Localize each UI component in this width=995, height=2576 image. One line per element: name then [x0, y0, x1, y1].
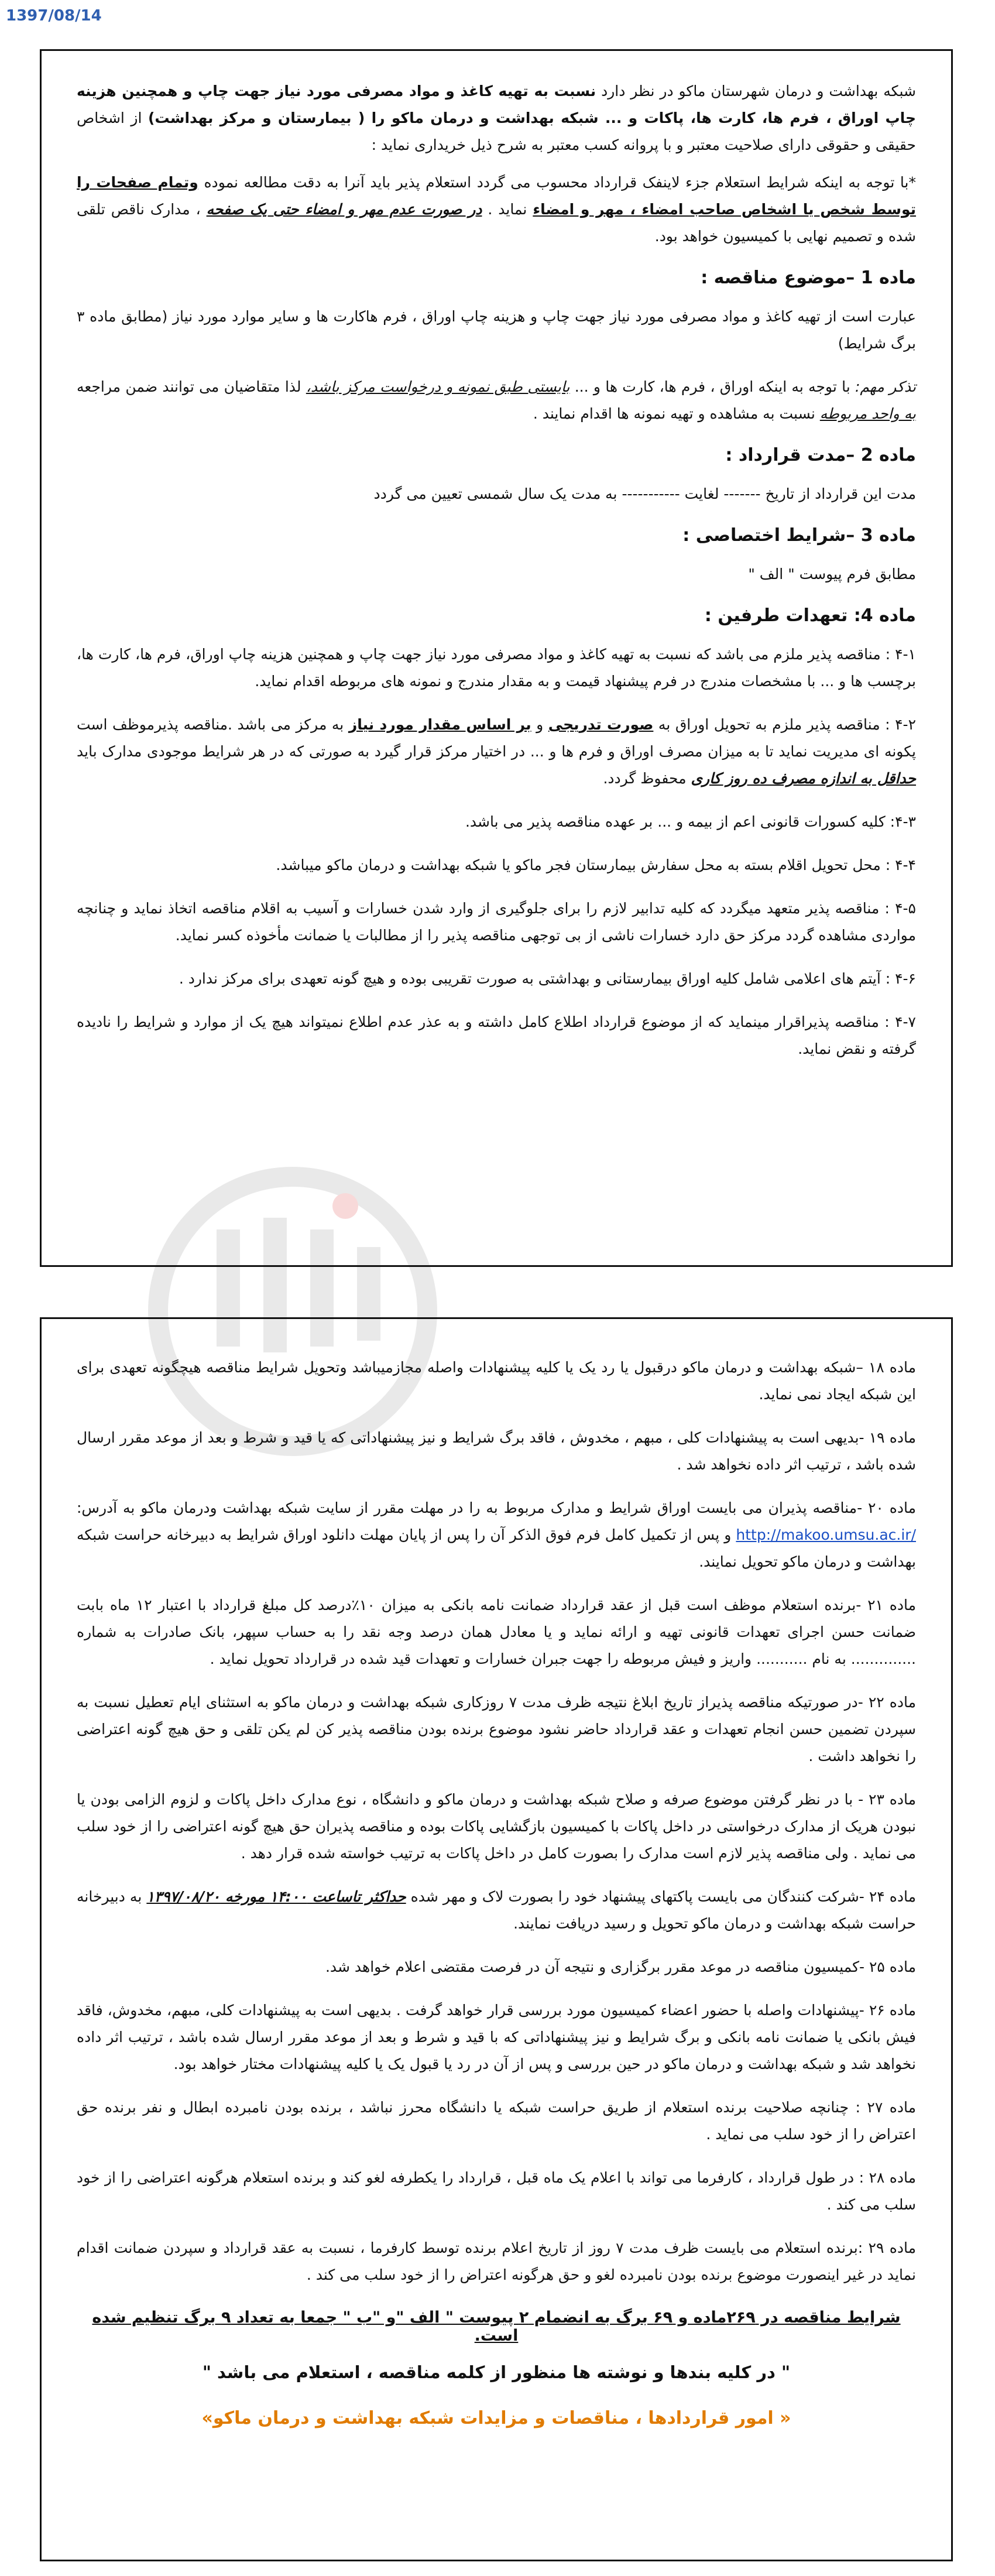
document-page-2 — [40, 1317, 953, 2561]
summary-line: شرایط مناقصه در ۲۶۹ماده و ۶۹ برگ به انضمام ۲ پیوست " الف "و "ب " جمعا به تعداد ۹ برگ تنظیم شده است. — [92, 2308, 901, 2345]
website-link[interactable]: http://makoo.umsu.ac.ir/ — [736, 1526, 916, 1543]
article-4-heading: ماده 4: تعهدات طرفین : — [704, 605, 916, 626]
article-26: ماده ۲۶ -پیشنهادات واصله با حضور اعضاء کمیسیون مورد بررسی قرار خواهد گرفت . بدیهی است به پیشنهادات کلی، مبهم، مخدوش، فاقد فیش بانکی یا ضمانت نامه بانکی و برگ شرایط و نیز پیشنهاداتی که با قید و شرط و بعد از موعد مقرر ارسال شده باشد ، ترتیب اثر داده نخواهد شد و شبکه بهداشت و درمان ماکو در حین بررسی و پس از آن در رد یا قبول یک یا کلیه پیشنهادات مختار خواهد بود. — [77, 2002, 916, 2073]
article-20: ماده ۲۰ -مناقصه پذیران می بایست اوراق شرایط و مدارک مربوط به را در مهلت مقرر از سایت شبکه بهداشت ودرمان ماکو به آدرس: http://makoo.umsu.ac.ir/ و پس از تکمیل کامل فرم فوق الذکر آن را پس از پایان مهلت دانلود اوراق شرایط به دبیرخانه حراست شبکه بهداشت و درمان ماکو تحویل نمایند. — [77, 1499, 916, 1570]
clause-4-1: ۴-۱ : مناقصه پذیر ملزم می باشد که نسبت به تهیه کاغذ و مواد مصرفی مورد نیاز جهت چاپ و همچنین هزینه چاپ اوراق، فرم ها، کارت ها، برچسب ها و ... با مشخصات مندرج در فرم پیشنهاد قیمت و به مقدار مندرج و نمونه های مربوطه اقدام نماید. — [77, 646, 916, 690]
article-1-reminder: تذکر مهم: با توجه به اینکه اوراق ، فرم ها، کارت ها و ... بایستی طبق نمونه و درخواست مرکز باشد، لذا متقاضیان می توانند ضمن مراجعه به واحد مربوطه نسبت به مشاهده و تهیه نمونه ها اقدام نمایند . — [77, 378, 917, 422]
article-28: ماده ۲۸ : در طول قرارداد ، کارفرما می تواند با اعلام یک ماه قبل ، قرارداد را یکطرفه لغو کند و برنده استعلام هرگونه اعتراضی را از خود سلب می کند . — [77, 2169, 916, 2213]
article-3-heading: ماده 3 –شرایط اختصاصی : — [682, 525, 916, 546]
clause-4-4: ۴-۴ : محل تحویل اقلام بسته به محل سفارش بیمارستان فجر ماکو یا شبکه بهداشت و درمان ماکو میباشد. — [276, 857, 916, 873]
clause-4-5: ۴-۵ : مناقصه پذیر متعهد میگردد که کلیه تدابیر لازم را برای جلوگیری از وارد شدن خسارات و آسیب به اقلام مناقصه اتخاذ نماید و چنانچه مواردی مشاهده گردد مرکز حق دارد خسارات ناشی از بی توجهی مناقصه پذیر را از مطالبات یا ضمانت مأخوذه کسر نماید. — [77, 900, 916, 944]
document-page-1 — [40, 49, 953, 1267]
department-signature: « امور قراردادها ، مناقصات و مزایدات شبکه بهداشت و درمان ماکو» — [201, 2408, 791, 2428]
clause-4-2: ۴-۲ : مناقصه پذیر ملزم به تحویل اوراق به صورت تدریجی و بر اساس مقدار مورد نیاز به مرکز می باشد .مناقصه پذیرموظف است پکونه ای مدیریت نماید تا به میزان مصرف اوراق و فرم ها و ... در اختیار مرکز قرار گیرد به صورتی که در هر شرایط موجودی مدارک باید حداقل به اندازه مصرف ده روز کاری محفوظ گردد. — [77, 716, 917, 787]
article-2-text: مدت این قرارداد از تاریخ ------- لغایت ----------- به مدت یک سال شمسی تعیین می گردد — [373, 485, 916, 502]
article-1-text: عبارت است از تهیه کاغذ و مواد مصرفی مورد نیاز جهت چاپ و هزینه چاپ اوراق ، فرم هاکارت ها و سایر موارد مورد نیاز (مطابق ماده ۳ برگ شرایط) — [77, 308, 916, 352]
article-2-heading: ماده 2 –مدت قرارداد : — [725, 445, 916, 465]
signature-note: *با توجه به اینکه شرایط استعلام جزء لاینفک قرارداد محسوب می گردد استعلام پذیر باید آنرا به دقت مطالعه نموده وتمام صفحات را توسط شخص یا اشخاص صاحب امضاء ، مهر و امضاء نماید . در صورت عدم مهر و امضاء حتی یک صفحه ، مدارک ناقص تلقی شده و تصمیم نهایی با کمیسیون خواهد بود. — [77, 174, 917, 245]
article-29: ماده ۲۹ :برنده استعلام می بایست ظرف مدت ۷ روز از تاریخ اعلام برنده توسط کارفرما ، نسبت به عقد قرارداد و سپردن ضمانت اقدام نماید در غیر اینصورت موضوع برنده بودن نامبرده لغو و حق هرگونه اعتراض را از خود سلب می کند . — [77, 2239, 916, 2283]
article-1-heading: ماده 1 –موضوع مناقصه : — [701, 268, 916, 288]
document-date: 1397/08/14 — [6, 7, 102, 25]
article-21: ماده ۲۱ -برنده استعلام موظف است قبل از عقد قرارداد ضمانت نامه بانکی به میزان ۱۰٪درصد کل مبلغ قرارداد با اعتبار ۱۲ ماه بابت ضمانت حسن اجرای تعهدات قانونی تهیه و ارائه نماید و یا معادل همان درصد وجه نقد را به حساب سپهر، بانک صادرات به شماره .............. به نام ........... واریز و فیش مربوطه را جهت جبران خسارات و تعهدات قید شده در قرارداد تحویل نماید . — [77, 1597, 916, 1667]
clause-4-3: ۴-۳: کلیه کسورات قانونی اعم از بیمه و ... بر عهده مناقصه پذیر می باشد. — [465, 813, 916, 830]
article-19: ماده ۱۹ -بدیهی است به پیشنهادات کلی ، مبهم ، مخدوش ، فاقد برگ شرایط و نیز پیشنهاداتی که یا قید و شرط و بعد از موعد مقرر ارسال شده باشد ، ترتیب اثر داده نخواهد شد . — [77, 1429, 916, 1473]
article-18: ماده ۱۸ –شبکه بهداشت و درمان ماکو درقبول یا رد یک یا کلیه پیشنهادات واصله مجازمیباشد وتحویل شرایط مناقصه هیچگونه تعهدی برای این شبکه ایجاد نمی نماید. — [77, 1359, 916, 1403]
article-25: ماده ۲۵ -کمیسیون مناقصه در موعد مقرر برگزاری و نتیجه آن در فرصت مقتضی اعلام خواهد شد. — [325, 1958, 916, 1975]
article-23: ماده ۲۳ - با در نظر گرفتن موضوع صرفه و صلاح شبکه بهداشت و درمان ماکو و دانشگاه ، نوع مدارک داخل پاکات و لزوم الزامی بودن یا نبودن هریک از مدارک درخواستی در داخل پاکات با کمیسیون بازگشایی پاکات بوده و مناقصه پذیران حق هیچ گونه اعتراضی را از خود سلب می نماید . ولی مناقصه پذیر لازم است مدارک را بصورت کامل در داخل پاکات به ترتیب خواسته شده قرار دهد . — [77, 1791, 917, 1862]
article-3-text: مطابق فرم پیوست " الف " — [748, 566, 916, 583]
article-22: ماده ۲۲ -در صورتیکه مناقصه پذیراز تاریخ ابلاغ نتیجه ظرف مدت ۷ روزکاری شبکه بهداشت و درمان ماکو به استثنای ایام تعطیل نسبت به سپردن تضمین حسن انجام تعهدات و عقد قرارداد حاضر نشود موضوع برنده بودن مناقصه پذیر کن لم یکن تلقی و حق هیچ گونه اعتراضی را نخواهد داشت . — [77, 1694, 916, 1765]
definition-note: " در کلیه بندها و نوشته ها منظور از کلمه مناقصه ، استعلام می باشد " — [202, 2362, 791, 2382]
intro-paragraph: شبکه بهداشت و درمان شهرستان ماکو در نظر دارد نسبت به تهیه کاغذ و مواد مصرفی مورد نیاز جهت چاپ و همچنین هزینه چاپ اوراق ، فرم ها، کارت ها، پاکات و ... شبکه بهداشت و درمان ماکو را ( بیمارستان و مرکز بهداشت) از اشخاص حقیقی و حقوقی دارای صلاحیت معتبر و با پروانه کسب معتبر به شرح ذیل خریداری نماید : — [77, 83, 916, 153]
article-27: ماده ۲۷ : چنانچه صلاحیت برنده استعلام از طریق حراست شبکه یا دانشگاه محرز نباشد ، برنده بودن نامبرده ابطال و نفر برنده حق اعتراض را از خود سلب می نماید . — [77, 2099, 917, 2143]
clause-4-6: ۴-۶ : آیتم های اعلامی شامل کلیه اوراق بیمارستانی و بهداشتی به صورت تقریبی بوده و هیچ گونه تعهدی برای مرکز ندارد . — [179, 970, 916, 987]
article-24: ماده ۲۴ -شرکت کنندگان می بایست پاکتهای پیشنهاد خود را بصورت لاک و مهر شده حداکثر تاساعت ۱۴:۰۰ مورخه ۱۳۹۷/۰۸/۲۰ به دبیرخانه حراست شبکه بهداشت و درمان ماکو تحویل و رسید دریافت نمایند. — [77, 1888, 916, 1932]
clause-4-7: ۴-۷ : مناقصه پذیراقرار مینماید که از موضوع قرارداد اطلاع کامل داشته و به عذر عدم اطلاع نمیتواند هیچ یک از موارد و شرایط را نادیده گرفته و نقض نماید. — [77, 1013, 916, 1057]
